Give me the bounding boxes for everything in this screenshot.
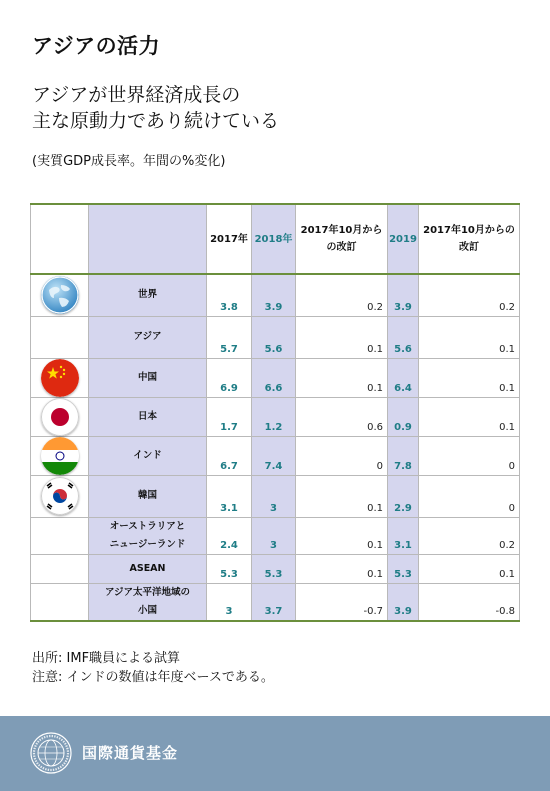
value-2018: 3.9 (252, 274, 296, 316)
region-name-line: 韓国 (137, 490, 157, 501)
revision-2018: 0 (296, 436, 388, 475)
page-title: アジアの活力 (32, 34, 161, 58)
value-2018: 3.7 (252, 583, 296, 621)
flag-cell (31, 517, 89, 554)
region-name (89, 316, 207, 358)
region-name (89, 475, 207, 517)
region-name (89, 436, 207, 475)
korea-flag-icon (41, 477, 79, 515)
caution-note: 注意: インドの数値は年度ベースである。 (32, 670, 274, 685)
flag-cell (31, 397, 89, 436)
region-name (89, 517, 207, 554)
value-2018: 6.6 (252, 358, 296, 397)
value-2017: 3 (207, 583, 252, 621)
value-2019: 5.6 (388, 316, 419, 358)
value-2019: 3.1 (388, 517, 419, 554)
source-note: 出所: IMF職員による試算 (32, 651, 181, 666)
revision-2019: 0.1 (419, 554, 520, 583)
value-2017: 5.7 (207, 316, 252, 358)
header-revision-2018-line1: 2017年10月から (300, 225, 383, 236)
value-2018: 3 (252, 475, 296, 517)
revision-2018: 0.1 (296, 316, 388, 358)
value-2017: 3.1 (207, 475, 252, 517)
header-revision-2019-line1: 2017年10月からの (423, 225, 515, 236)
value-2017: 2.4 (207, 517, 252, 554)
region-name-line: 中国 (137, 371, 157, 383)
region-name-line: 小国 (137, 604, 157, 616)
region-name (89, 274, 207, 316)
revision-2018: -0.7 (296, 583, 388, 621)
value-2017: 6.7 (207, 436, 252, 475)
revision-2019: 0 (419, 436, 520, 475)
value-2017: 6.9 (207, 358, 252, 397)
region-name-line: インド (133, 449, 162, 461)
revision-2019: -0.8 (419, 583, 520, 621)
revision-2019: 0.1 (419, 316, 520, 358)
revision-2019: 0.1 (419, 397, 520, 436)
revision-2019: 0.2 (419, 274, 520, 316)
china-flag-icon (41, 359, 79, 397)
region-name (89, 554, 207, 583)
growth-table (30, 203, 520, 622)
revision-2019: 0.2 (419, 517, 520, 554)
header-2017: 2017年 (207, 204, 252, 274)
value-2018: 3 (252, 517, 296, 554)
globe-icon (41, 276, 79, 314)
revision-2019: 0 (419, 475, 520, 517)
region-name-line: アジア太平洋地域の (104, 586, 191, 598)
flag-cell (31, 475, 89, 517)
value-2017: 1.7 (207, 397, 252, 436)
table-row (31, 274, 520, 316)
revision-2018: 0.1 (296, 517, 388, 554)
region-name-line: 日本 (137, 410, 157, 422)
india-flag-icon (41, 437, 79, 475)
value-2019: 7.8 (388, 436, 419, 475)
value-2019: 2.9 (388, 475, 419, 517)
flag-cell (31, 554, 89, 583)
table-row (31, 358, 520, 397)
org-name: 国際通貨基金 (82, 744, 179, 762)
header-flag-col (31, 204, 89, 274)
table-row (31, 316, 520, 358)
value-2018: 7.4 (252, 436, 296, 475)
region-name-line: 世界 (137, 289, 157, 301)
imf-seal-icon (30, 732, 72, 774)
revision-2018: 0.1 (296, 358, 388, 397)
flag-cell (31, 316, 89, 358)
revision-2018: 0.6 (296, 397, 388, 436)
region-name (89, 583, 207, 621)
revision-2018: 0.2 (296, 274, 388, 316)
table-row (31, 583, 520, 621)
value-2018: 5.6 (252, 316, 296, 358)
header-2018: 2018年 (252, 204, 296, 274)
region-name-line: オーストラリアと (109, 520, 186, 532)
region-name (89, 358, 207, 397)
value-2018: 5.3 (252, 554, 296, 583)
table-row (31, 475, 520, 517)
headline-line-2: 主な原動力であり続けている (32, 110, 280, 132)
revision-2018: 0.1 (296, 475, 388, 517)
flag-cell (31, 358, 89, 397)
japan-flag-icon (41, 398, 79, 436)
region-name-line: アジア (133, 331, 162, 342)
table-row (31, 554, 520, 583)
region-name-line: ASEAN (129, 562, 166, 574)
flag-cell (31, 274, 89, 316)
value-2018: 1.2 (252, 397, 296, 436)
revision-2018: 0.1 (296, 554, 388, 583)
table-row (31, 397, 520, 436)
header-name-col (89, 204, 207, 274)
value-2019: 6.4 (388, 358, 419, 397)
value-2019: 3.9 (388, 274, 419, 316)
header-2019: 2019 (388, 204, 419, 274)
headline-line-1: アジアが世界経済成長の (32, 84, 241, 106)
headline (32, 82, 279, 134)
region-name (89, 397, 207, 436)
value-2019: 3.9 (388, 583, 419, 621)
region-name-line: ニュージーランド (109, 538, 186, 550)
value-2017: 3.8 (207, 274, 252, 316)
flag-cell (31, 583, 89, 621)
value-2017: 5.3 (207, 554, 252, 583)
header-revision-2018-line2: の改訂 (326, 242, 357, 253)
header-revision-2018 (296, 204, 388, 274)
footer (0, 716, 550, 791)
header-revision-2019-line2: 改訂 (459, 242, 479, 253)
value-2019: 0.9 (388, 397, 419, 436)
table-row (31, 517, 520, 554)
table-row (31, 436, 520, 475)
header-revision-2019 (419, 204, 520, 274)
table-header-row (31, 204, 520, 274)
revision-2019: 0.1 (419, 358, 520, 397)
notes (32, 649, 274, 687)
subtitle: (実質GDP成長率。年間の%変化) (32, 154, 226, 169)
value-2019: 5.3 (388, 554, 419, 583)
flag-cell (31, 436, 89, 475)
